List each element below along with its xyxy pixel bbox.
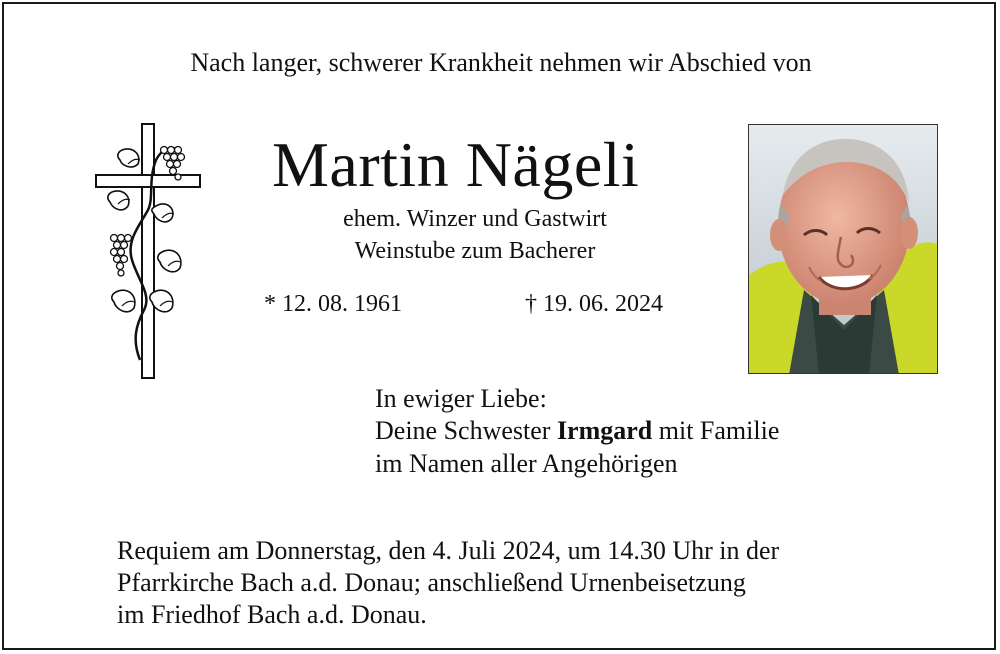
occupation-line-1: ehem. Winzer und Gastwirt: [343, 206, 607, 232]
requiem-line-2: Pfarrkirche Bach a.d. Donau; anschließend Urnenbeisetzung: [117, 568, 746, 597]
love-line-2: [375, 416, 779, 446]
love-line-2-post: mit Familie: [652, 416, 780, 445]
love-line-2-pre: Deine Schwester: [375, 416, 557, 445]
intro-text: Nach langer, schwerer Krankheit nehmen wir Abschied von: [190, 48, 812, 77]
occupation-line-2: Weinstube zum Bacherer: [354, 238, 596, 264]
requiem-line-1: Requiem am Donnerstag, den 4. Juli 2024, um 14.30 Uhr in der: [117, 536, 780, 565]
death-date: † 19. 06. 2024: [525, 291, 663, 317]
requiem-line-3: im Friedhof Bach a.d. Donau.: [117, 600, 427, 629]
portrait-photo: [748, 124, 938, 374]
obituary-notice: [2, 2, 996, 650]
deceased-name: Martin Nägeli: [272, 129, 640, 200]
love-line-1: In ewiger Liebe:: [375, 384, 547, 413]
sister-name: Irmgard: [556, 416, 653, 445]
birth-date: * 12. 08. 1961: [264, 291, 402, 317]
love-line-3: im Namen aller Angehörigen: [375, 449, 678, 478]
cross-with-grapevine-icon: [92, 120, 206, 382]
